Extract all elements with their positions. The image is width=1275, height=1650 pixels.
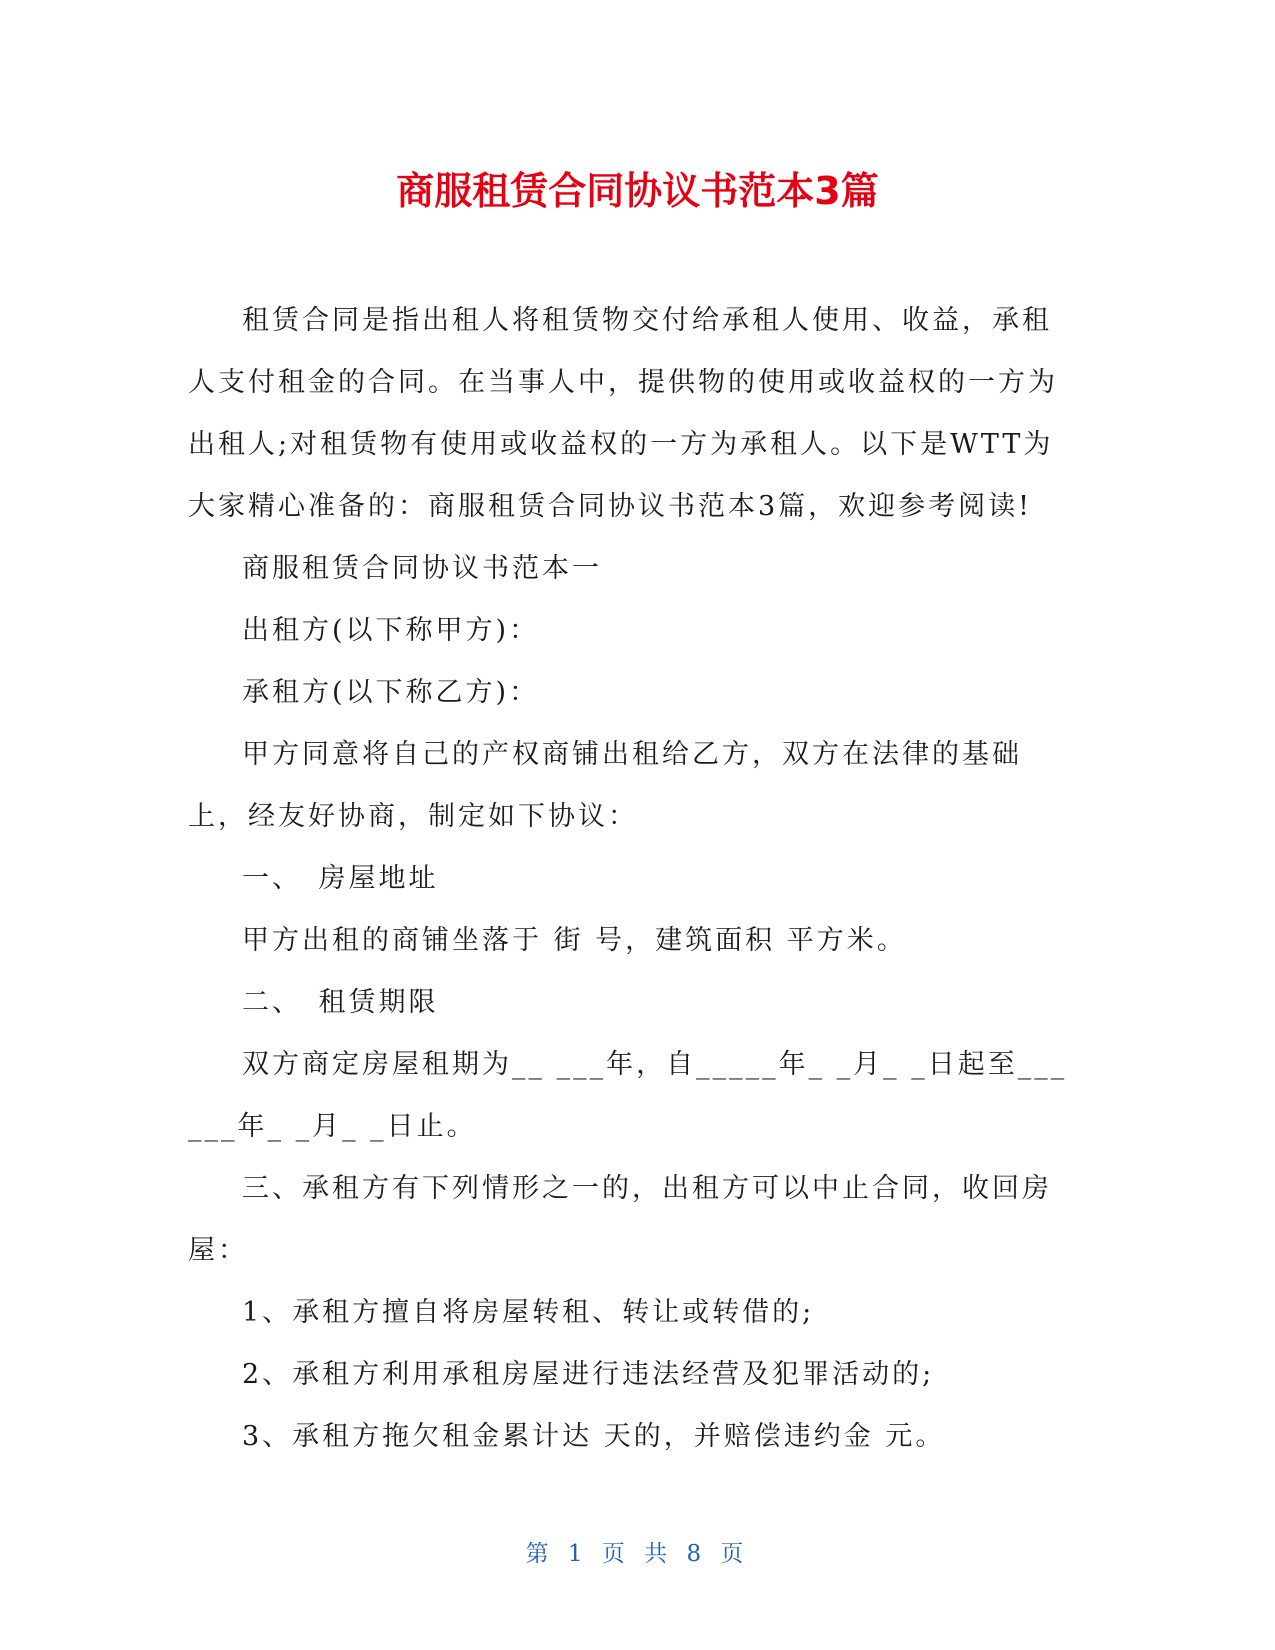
page-number-footer: 第 1 页 共 8 页 [525, 1541, 750, 1567]
document-title: 商服租赁合同协议书范本3篇 [396, 169, 879, 213]
intro-paragraph: 租赁合同是指出租人将租赁物交付给承租人使用、收益，承租人支付租金的合同。在当事人中，提供物的使用或收益权的一方为出租人;对租赁物有使用或收益权的一方为承租人。以下是WTT为大家精心准备的：商服租赁合同协议书范本3篇，欢迎参考阅读! [188, 305, 1058, 522]
term-paragraph: 双方商定房屋租期为__ ___年，自_____年_ _月_ _日起至______年_ _月_ _日止。 [188, 1049, 1068, 1142]
clause-heading-address: 一、 房屋地址 [242, 863, 439, 894]
clause-heading-term: 二、 租赁期限 [242, 987, 439, 1018]
lessor-line: 出租方(以下称甲方)： [242, 615, 540, 646]
section-heading: 商服租赁合同协议书范本一 [242, 553, 602, 584]
document-body [188, 290, 1078, 1468]
clause-termination: 三、承租方有下列情形之一的，出租方可以中止合同，收回房屋： [188, 1173, 1052, 1266]
termination-item-2: 2、承租方利用承租房屋进行违法经营及犯罪活动的; [242, 1359, 935, 1390]
lessee-line: 承租方(以下称乙方)： [242, 677, 540, 708]
termination-item-1: 1、承租方擅自将房屋转租、转让或转借的; [242, 1297, 815, 1328]
termination-item-3: 3、承租方拖欠租金累计达 天的，并赔偿违约金 元。 [242, 1421, 946, 1452]
agreement-paragraph: 甲方同意将自己的产权商铺出租给乙方，双方在法律的基础上，经友好协商，制定如下协议： [188, 739, 1022, 832]
address-paragraph: 甲方出租的商铺坐落于 街 号，建筑面积 平方米。 [242, 925, 907, 956]
